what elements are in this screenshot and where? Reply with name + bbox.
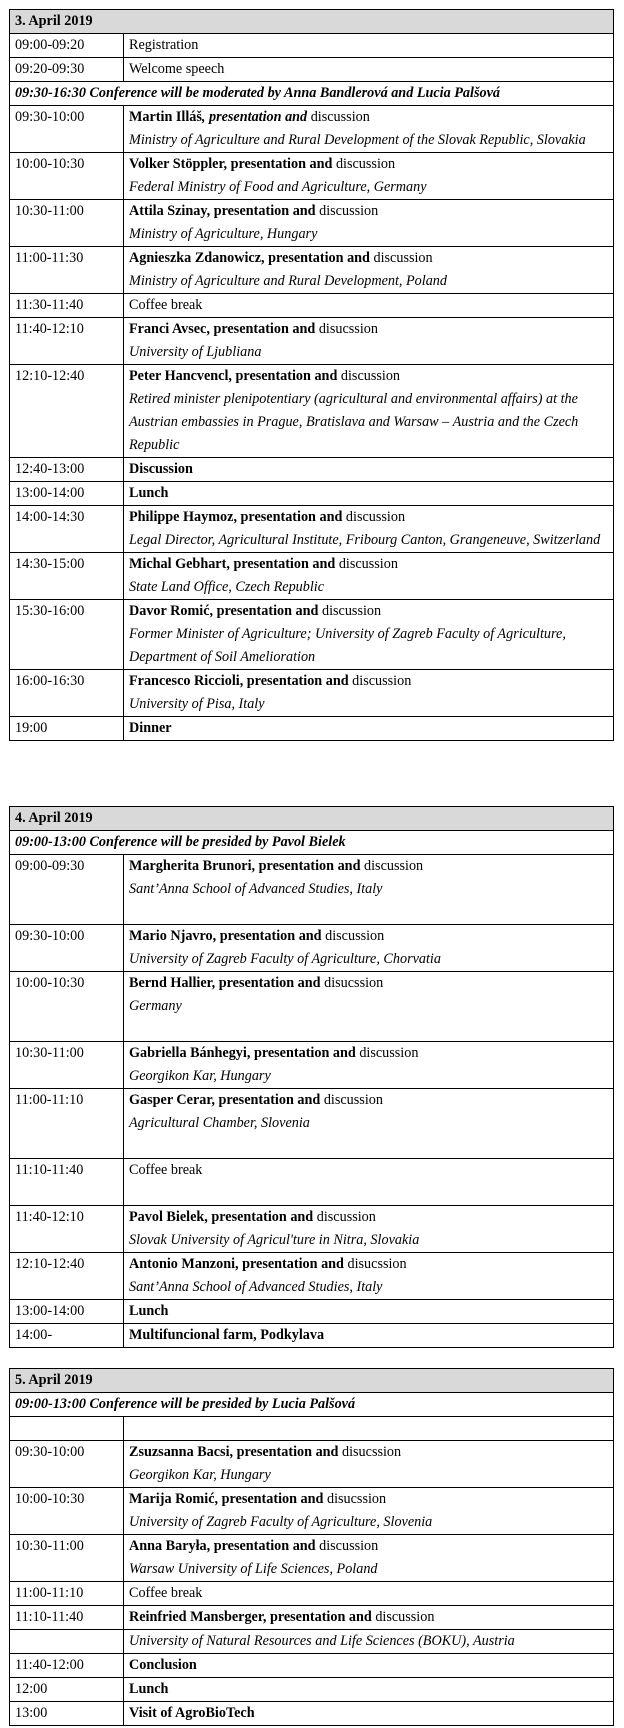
presentation-label: , presentation and [229, 1444, 339, 1460]
discussion-label: disucssion [320, 975, 384, 991]
presentation-label: , presentation and [206, 203, 316, 219]
table-row [10, 1630, 614, 1654]
day-header-row [10, 10, 614, 34]
affiliation: Ministry of Agriculture and Rural Development of the Slovak Republic, Slovakia [129, 132, 586, 148]
speaker-name: Bernd Hallier [129, 975, 212, 991]
day-header-row [10, 807, 614, 831]
presentation-label: , presentation and [261, 250, 370, 266]
table-row [10, 153, 614, 200]
table-row [10, 1253, 614, 1300]
discussion-label: discussion [307, 109, 370, 125]
moderation-text: 09:00-13:00 Conference will be presided by Pavol Bielek [10, 831, 614, 855]
presentation-label: , presentation and [212, 928, 322, 944]
presentation-label: , presentation and [209, 603, 319, 619]
event-cell [124, 1441, 614, 1488]
time-cell: 19:00 [10, 717, 124, 741]
event-cell [124, 1488, 614, 1535]
event-cell [124, 1606, 614, 1630]
event-cell: Lunch [124, 1678, 614, 1702]
speaker-name: Philippe Haymoz [129, 509, 234, 525]
schedule-table [9, 9, 614, 741]
time-cell: 13:00-14:00 [10, 1300, 124, 1324]
discussion-label: discussion [315, 203, 379, 219]
discussion-label: discussion [342, 509, 406, 525]
presentation-label: , presentation and [206, 321, 316, 337]
time-cell: 16:00-16:30 [10, 670, 124, 717]
table-row [10, 1582, 614, 1606]
speaker-name: Davor Romić [129, 603, 210, 619]
discussion-label: discussion [371, 1609, 435, 1625]
affiliation: State Land Office, Czech Republic [129, 579, 325, 595]
event-cell: Visit of AgroBioTech [124, 1702, 614, 1726]
event-cell: Dinner [124, 717, 614, 741]
table-row [10, 318, 614, 365]
table-row [10, 1488, 614, 1535]
presentation-label: , presentation and [262, 1609, 372, 1625]
presentation-label: , presentation and [206, 1538, 316, 1554]
event-cell [124, 506, 614, 553]
table-row [10, 1654, 614, 1678]
speaker-name: Attila Szinay [129, 203, 207, 219]
affiliation: Federal Ministry of Food and Agriculture, Germany [129, 179, 427, 195]
time-cell: 11:00-11:10 [10, 1089, 124, 1159]
table-row [10, 200, 614, 247]
event-cell [124, 670, 614, 717]
time-cell: 15:30-16:00 [10, 600, 124, 670]
presentation-label: , presentation and [204, 1209, 314, 1225]
affiliation: Georgikon Kar, Hungary [129, 1068, 271, 1084]
discussion-label: discussion [337, 368, 401, 384]
table-row [10, 34, 614, 58]
time-cell: 09:30-10:00 [10, 925, 124, 972]
presentation-label: , presentation and [239, 673, 349, 689]
affiliation: Ministry of Agriculture, Hungary [129, 226, 318, 242]
time-cell: 13:00 [10, 1702, 124, 1726]
time-cell: 11:10-11:40 [10, 1159, 124, 1206]
time-cell: 11:00-11:10 [10, 1582, 124, 1606]
time-cell: 10:30-11:00 [10, 1042, 124, 1089]
time-cell: 12:00 [10, 1678, 124, 1702]
event-cell [124, 553, 614, 600]
table-row [10, 717, 614, 741]
discussion-label: discussion [318, 603, 382, 619]
discussion-label: discussion [369, 250, 433, 266]
discussion-label: discussion [335, 556, 398, 572]
event-cell [124, 247, 614, 294]
speaker-name: Franci Avsec [129, 321, 207, 337]
table-row [10, 247, 614, 294]
discussion-label: discussion [348, 673, 412, 689]
time-cell: 12:40-13:00 [10, 458, 124, 482]
presentation-label: , presentation and [201, 109, 308, 125]
table-row [10, 600, 614, 670]
table-row [10, 506, 614, 553]
event-cell: Registration [124, 34, 614, 58]
time-cell: 11:00-11:30 [10, 247, 124, 294]
table-row [10, 1206, 614, 1253]
table-row [10, 1678, 614, 1702]
discussion-label: discussion [321, 928, 385, 944]
event-cell [124, 1206, 614, 1253]
affiliation: Sant’Anna School of Advanced Studies, Italy [129, 1279, 383, 1295]
speaker-name: Volker Stöppler [129, 156, 224, 172]
affiliation: Ministry of Agriculture and Rural Development, Poland [129, 273, 447, 289]
time-cell: 10:30-11:00 [10, 1535, 124, 1582]
day-3-schedule [9, 1368, 614, 1726]
table-row [10, 1702, 614, 1726]
presentation-label: , presentation and [223, 156, 333, 172]
event-cell: Multifuncional farm, Podkylava [124, 1324, 614, 1348]
affiliation: Slovak University of Agricul'ture in Nitra, Slovakia [129, 1232, 420, 1248]
presentation-label: , presentation and [246, 1045, 356, 1061]
time-cell: 09:30-10:00 [10, 106, 124, 153]
time-cell: 14:30-15:00 [10, 553, 124, 600]
speaker-name: Antonio Manzoni [129, 1256, 236, 1272]
speaker-name: Michal Gebhart [129, 556, 227, 572]
table-row [10, 972, 614, 1042]
affiliation: University of Ljubliana [129, 344, 262, 360]
presentation-label: , presentation and [251, 858, 361, 874]
table-row [10, 925, 614, 972]
table-row [10, 1535, 614, 1582]
affiliation: Germany [129, 998, 182, 1014]
affiliation: Legal Director, Agricultural Institute, Fribourg Canton, Grangeneuve, Switzerland [129, 532, 601, 548]
time-cell: 09:20-09:30 [10, 58, 124, 82]
time-cell: 12:10-12:40 [10, 1253, 124, 1300]
discussion-label: disucssion [343, 1256, 407, 1272]
speaker-name: Marija Romić [129, 1491, 215, 1507]
event-cell [124, 365, 614, 458]
affiliation: Former Minister of Agriculture; University of Zagreb Faculty of Agriculture, Department of Soil Amelioration [129, 626, 566, 665]
day-header: 4. April 2019 [10, 807, 614, 831]
event-cell: Lunch [124, 1300, 614, 1324]
event-cell [124, 1535, 614, 1582]
time-cell [10, 1630, 124, 1654]
discussion-label: discussion [315, 1538, 379, 1554]
speaker-name: Reinfried Mansberger [129, 1609, 263, 1625]
table-row [10, 58, 614, 82]
time-cell: 11:40-12:00 [10, 1654, 124, 1678]
affiliation: University of Zagreb Faculty of Agriculture, Chorvatia [129, 951, 441, 967]
event-cell [124, 855, 614, 925]
event-cell [124, 972, 614, 1042]
affiliation: University of Natural Resources and Life Sciences (BOKU), Austria [129, 1633, 515, 1649]
speaker-name: Pavol Bielek [129, 1209, 205, 1225]
time-cell [10, 1417, 124, 1441]
event-cell [124, 153, 614, 200]
time-cell: 10:00-10:30 [10, 153, 124, 200]
presentation-label: , presentation and [226, 556, 336, 572]
day-1-schedule [9, 9, 614, 741]
speaker-name: Francesco Riccioli [129, 673, 240, 689]
event-cell [124, 1253, 614, 1300]
event-cell [124, 1630, 614, 1654]
event-cell: Coffee break [124, 1159, 614, 1206]
time-cell: 14:00-14:30 [10, 506, 124, 553]
speaker-name: Gabriella Bánhegyi [129, 1045, 247, 1061]
presentation-label: , presentation and [211, 975, 321, 991]
presentation-label: , presentation and [211, 1092, 321, 1108]
event-cell [124, 200, 614, 247]
empty-row [10, 1417, 614, 1441]
speaker-name: Martin Illáš [129, 109, 202, 125]
event-cell: Conclusion [124, 1654, 614, 1678]
time-cell: 11:30-11:40 [10, 294, 124, 318]
table-row [10, 365, 614, 458]
table-row [10, 1042, 614, 1089]
event-cell [124, 600, 614, 670]
table-row [10, 855, 614, 925]
affiliation: Retired minister plenipotentiary (agricultural and environmental affairs) at the Austrian embassies in Prague, Bratislava and Warsaw – Austria and the Czech Republic [129, 391, 579, 453]
event-cell: Discussion [124, 458, 614, 482]
moderation-row [10, 1393, 614, 1417]
event-cell: Coffee break [124, 1582, 614, 1606]
table-row [10, 294, 614, 318]
time-cell: 11:40-12:10 [10, 318, 124, 365]
day-header-row [10, 1369, 614, 1393]
speaker-name: Peter Hancvencl [129, 368, 229, 384]
affiliation: University of Zagreb Faculty of Agriculture, Slovenia [129, 1514, 433, 1530]
time-cell: 10:30-11:00 [10, 200, 124, 247]
discussion-label: disucssion [315, 321, 378, 337]
time-cell: 09:00-09:30 [10, 855, 124, 925]
table-row [10, 1324, 614, 1348]
affiliation: Georgikon Kar, Hungary [129, 1467, 271, 1483]
speaker-name: Zsuzsanna Bacsi [129, 1444, 230, 1460]
time-cell: 09:30-10:00 [10, 1441, 124, 1488]
moderation-row [10, 831, 614, 855]
time-cell: 10:00-10:30 [10, 972, 124, 1042]
event-cell [124, 1089, 614, 1159]
discussion-label: disucssion [323, 1491, 387, 1507]
time-cell: 13:00-14:00 [10, 482, 124, 506]
event-cell [124, 106, 614, 153]
table-row [10, 553, 614, 600]
event-cell [124, 1042, 614, 1089]
affiliation: Sant’Anna School of Advanced Studies, Italy [129, 881, 383, 897]
discussion-label: discussion [355, 1045, 419, 1061]
discussion-label: discussion [320, 1092, 383, 1108]
presentation-label: , presentation and [235, 1256, 344, 1272]
day-header: 5. April 2019 [10, 1369, 614, 1393]
presentation-label: , presentation and [233, 509, 343, 525]
moderation-text: 09:00-13:00 Conference will be presided by Lucia Palšová [10, 1393, 614, 1417]
discussion-label: discussion [332, 156, 396, 172]
time-cell: 10:00-10:30 [10, 1488, 124, 1535]
affiliation: University of Pisa, Italy [129, 696, 265, 712]
affiliation: Warsaw University of Life Sciences, Poland [129, 1561, 378, 1577]
presentation-label: , presentation and [228, 368, 338, 384]
affiliation: Agricultural Chamber, Slovenia [129, 1115, 310, 1131]
moderation-row [10, 82, 614, 106]
event-cell [124, 925, 614, 972]
discussion-label: discussion [360, 858, 424, 874]
speaker-name: Anna Baryła [129, 1538, 207, 1554]
event-cell [124, 1417, 614, 1441]
day-header: 3. April 2019 [10, 10, 614, 34]
moderation-text: 09:30-16:30 Conference will be moderated by Anna Bandlerová and Lucia Palšová [10, 82, 614, 106]
time-cell: 14:00- [10, 1324, 124, 1348]
presentation-label: , presentation and [214, 1491, 324, 1507]
speaker-name: Agnieszka Zdanowicz [129, 250, 262, 266]
table-row [10, 1159, 614, 1206]
time-cell: 11:10-11:40 [10, 1606, 124, 1630]
speaker-name: Margherita Brunori [129, 858, 252, 874]
event-cell [124, 318, 614, 365]
event-cell: Lunch [124, 482, 614, 506]
table-row [10, 1441, 614, 1488]
table-row [10, 106, 614, 153]
table-row [10, 1300, 614, 1324]
time-cell: 09:00-09:20 [10, 34, 124, 58]
event-cell: Coffee break [124, 294, 614, 318]
table-row [10, 1606, 614, 1630]
time-cell: 12:10-12:40 [10, 365, 124, 458]
day-2-schedule [9, 806, 614, 1348]
table-row [10, 670, 614, 717]
discussion-label: discussion [313, 1209, 376, 1225]
table-row [10, 482, 614, 506]
schedule-table [9, 806, 614, 1348]
discussion-label: disucssion [338, 1444, 402, 1460]
time-cell: 11:40-12:10 [10, 1206, 124, 1253]
speaker-name: Mario Njavro [129, 928, 213, 944]
schedule-table [9, 1368, 614, 1726]
speaker-name: Gasper Cerar [129, 1092, 212, 1108]
table-row [10, 1089, 614, 1159]
event-cell: Welcome speech [124, 58, 614, 82]
table-row [10, 458, 614, 482]
